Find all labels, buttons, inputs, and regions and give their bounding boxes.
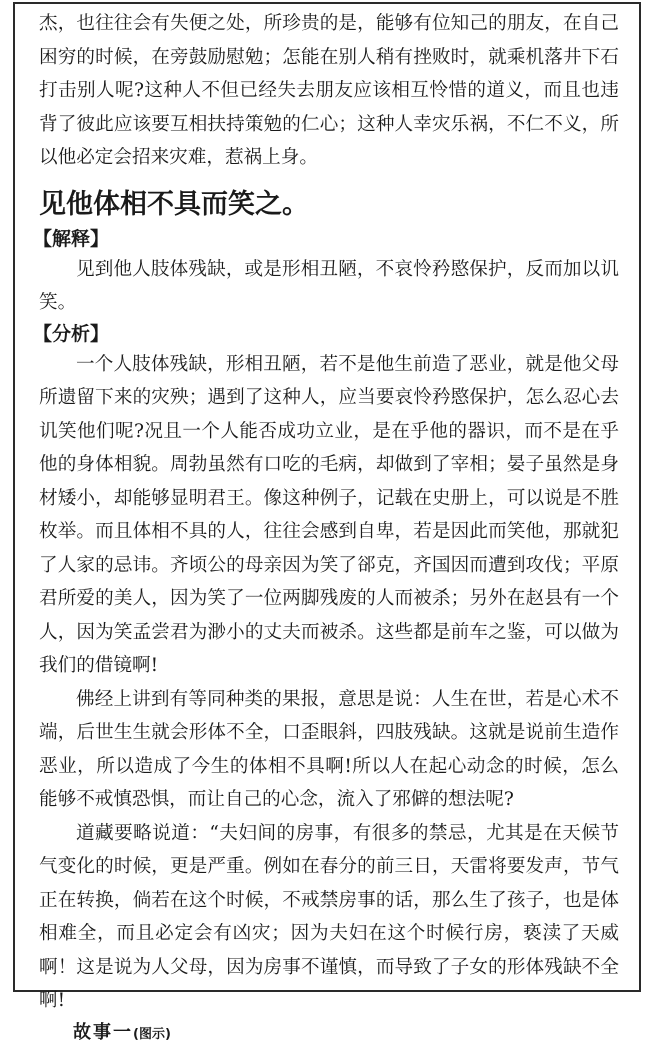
analysis-paragraph-2: 佛经上讲到有等同种类的果报，意思是说：人生在世，若是心术不端，后世生生就会形体不全，口歪眼斜，四肢残缺。这就是说前生造作恶业，所以造成了今生的体相不具啊!所以人在起心动念的时候，怎么能够不戒慎恐惧，而让自己的心念，流入了邪僻的想法呢? (39, 688, 619, 810)
analysis-paragraph-1: 一个人肢体残缺，形相丑陋，若不是他生前造了恶业，就是他父母所遗留下来的灾殃；遇到了这种人，应当要哀怜矜愍保护，怎么忍心去讥笑他们呢?况且一个人能否成功立业，是在乎他的器识，而不是在乎他的身体相貌。周勃虽然有口吃的毛病，却做到了宰相；晏子虽然是身材矮小，却能够显明君王。像这种例子，记载在史册上，可以说是不胜枚举。而且体相不具的人，往往会感到自卑，若是因此而笑他，那就犯了人家的忌讳。齐顷公的母亲因为笑了郤克，齐国因而遭到攻伐；平原君所爱的美人，因为笑了一位两脚残废的人而被杀；另外在赵县有一个人，因为笑孟尝君为渺小的丈夫而被杀。这些都是前车之鉴，可以做为我们的借镜啊! (39, 353, 619, 676)
story-note: (图示) (133, 1026, 171, 1042)
explanation-label: 【解释】 (33, 227, 110, 250)
explanation-paragraph: 见到他人肢体残缺，或是形相丑陋，不哀怜矜愍保护，反而加以讥笑。 (39, 258, 619, 313)
analysis-label: 【分析】 (33, 322, 110, 345)
intro-paragraph: 杰，也往往会有失便之处，所珍贵的是，能够有位知己的朋友，在自己困穷的时候，在旁鼓励慰勉；怎能在别人稍有挫败时，就乘机落井下石打击别人呢?这种人不但已经失去朋友应该相互怜惜的道义，而且也违背了彼此应该要互相扶持策勉的仁心；这种人幸灾乐祸，不仁不义，所以他必定会招来灾难，惹祸上身。 (39, 13, 619, 168)
section-title: 见他体相不具而笑之。 (39, 188, 309, 220)
page-frame (13, 2, 641, 1043)
analysis-paragraph-3: 道藏要略说道：“夫妇间的房事，有很多的禁忌，尤其是在天候节气变化的时候，更是严重。例如在春分的前三日，天雷将要发声，节气正在转换，倘若在这个时候，不戒禁房事的话，那么生了孩子，也是体相难全，而且必定会有凶灾；因为夫妇在这个时候行房，亵渎了天威啊！这是说为人父母，因为房事不谨慎，而导致了子女的形体残缺不全啊! (39, 822, 619, 1011)
story-heading (73, 1020, 619, 1048)
story-title: 故事一 (73, 1021, 133, 1043)
